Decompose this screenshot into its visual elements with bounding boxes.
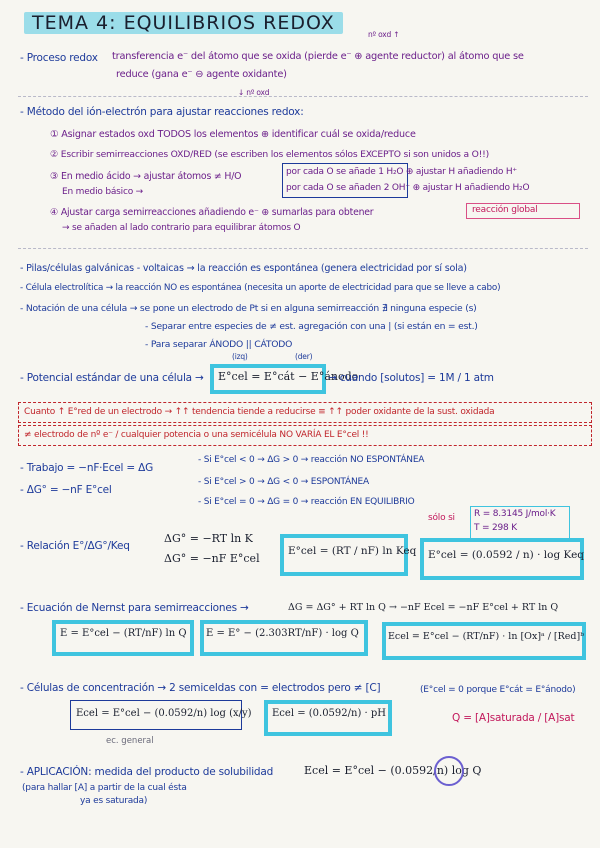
aplicacion-sub-2: ya es saturada) <box>80 796 148 806</box>
metodo-step-3-basico: En medio básico → <box>62 187 144 197</box>
nox-up-note: nº oxd ↑ <box>368 30 400 39</box>
relacion-formula-1: E°cel = (RT / nF) ln Keq <box>288 545 417 557</box>
trabajo-line: - Trabajo = −nF·Ecel = ΔG <box>20 462 154 474</box>
concentracion-formula-2: Ecel = (0.0592/n) · pH <box>272 708 387 719</box>
metodo-step-4: ④ Ajustar carga semirreacciones añadiendo e⁻ ⊕ sumarlas para obtener <box>50 207 374 218</box>
solo-si-note: sólo si <box>428 513 455 523</box>
relacion-line-2: ΔG° = −nF E°cel <box>164 552 260 565</box>
pilas-line-1: - Pilas/células galvánicas - voltaicas → la reacción es espontánea (genera electricidad por sí sola) <box>20 263 467 274</box>
metodo-step-4-note: → se añaden al lado contrario para equilibrar átomos O <box>62 223 301 233</box>
proceso-label: - Proceso redox <box>20 52 98 64</box>
metodo-step-1: ① Asignar estados oxd TODOS los elementos ⊕ identificar cuál se oxida/reduce <box>50 129 416 140</box>
metodo-label: - Método del ión-electrón para ajustar reacciones redox: <box>20 106 304 118</box>
r-constant: R = 8.3145 J/mol·K <box>474 509 556 519</box>
aplicacion-sub-1: (para hallar [A] a partir de la cual ésta <box>22 783 187 793</box>
proceso-line-1: transferencia e⁻ del átomo que se oxida (pierde e⁻ ⊕ agente reductor) al átomo que se <box>112 51 524 62</box>
page-title: TEMA 4: EQUILIBRIOS REDOX <box>24 12 343 34</box>
nernst-derivation: ΔG = ΔG° + RT ln Q → −nF Ecel = −nF E°cel + RT ln Q <box>288 602 559 613</box>
proceso-line-2: reduce (gana e⁻ ⊖ agente oxidante) <box>116 69 287 80</box>
q-circle <box>434 756 464 786</box>
criterio-1: - Si E°cel < 0 → ΔG > 0 → reacción NO ESPONTÁNEA <box>198 455 425 465</box>
pilas-line-2: - Célula electrolítica → la reacción NO es espontánea (necesita un aporte de electricidad para que se lleve a cabo) <box>20 283 501 293</box>
potencial-label: - Potencial estándar de una célula → <box>20 372 204 384</box>
nernst-formula-1: E = E°cel − (RT/nF) ln Q <box>60 628 187 639</box>
warning-1: Cuanto ↑ E°red de un electrodo → ↑↑ tendencia tiende a reducirse ≡ ↑↑ poder oxidante de la sust. oxidada <box>24 407 495 417</box>
catodo-note: (der) <box>295 352 313 361</box>
concentracion-label: - Células de concentración → 2 semiceldas con = electrodos pero ≠ [C] <box>20 682 381 694</box>
relacion-line-1: ΔG° = −RT ln K <box>164 532 253 545</box>
criterio-2: - Si E°cel > 0 → ΔG < 0 → ESPONTÁNEA <box>198 477 369 487</box>
aplicacion-label: - APLICACIÓN: medida del producto de solubilidad <box>20 766 274 778</box>
ec-general-note: ec. general <box>106 736 154 746</box>
potencial-formula: E°cel = E°cát − E°ánodo <box>218 370 359 383</box>
t-constant: T = 298 K <box>474 523 517 533</box>
relacion-label: - Relación E°/ΔG°/Keq <box>20 540 130 552</box>
pilas-line-5: - Para separar ÁNODO || CÁTODO <box>145 339 293 350</box>
concentracion-formula-1: Ecel = E°cel − (0.0592/n) log (x/y) <box>76 708 252 719</box>
pilas-line-3: - Notación de una célula → se pone un electrodo de Pt si en alguna semirreacción ∄ ninguna especie (s) <box>20 303 477 314</box>
nernst-formula-2: E = E° − (2.303RT/nF) · log Q <box>206 628 359 639</box>
metodo-step-3: ③ En medio ácido → ajustar átomos ≠ H/O <box>50 171 242 182</box>
warning-2: ≠ electrodo de nº e⁻ / cualquier potencia o una semicélula NO VARÍA EL E°cel !! <box>24 430 369 440</box>
potencial-cuando: → cuando [solutos] = 1M / 1 atm <box>328 372 494 384</box>
relacion-formula-2: E°cel = (0.0592 / n) · log Keq <box>428 549 584 561</box>
separator <box>18 248 588 249</box>
metodo-step-3-acido: por cada O se añade 1 H₂O ⊕ ajustar H añadiendo H⁺ <box>286 167 517 177</box>
dg0-line: - ΔG° = −nF E°cel <box>20 484 112 496</box>
separator <box>18 96 588 97</box>
nox-down-note: ↓ nº oxd <box>238 88 270 97</box>
pilas-line-4: - Separar entre especies de ≠ est. agregación con una | (si están en = est.) <box>145 321 478 332</box>
metodo-step-2: ② Escribir semirreacciones OXD/RED (se escriben los elementos sólos EXCEPTO si son unidos a O!!) <box>50 149 490 160</box>
nernst-formula-3: Ecel = E°cel − (RT/nF) · ln [Ox]ᵃ / [Red]ᵇ <box>388 631 584 642</box>
metodo-step-3-basico-rule: por cada O se añaden 2 OH⁻ ⊕ ajustar H añadiendo H₂O <box>286 183 530 193</box>
anodo-note: (izq) <box>232 352 248 361</box>
aplicacion-formula: Ecel = E°cel − (0.0592/n) log Q <box>304 764 482 777</box>
reaccion-global-label: reacción global <box>472 205 538 215</box>
nernst-label: - Ecuación de Nernst para semirreacciones → <box>20 602 249 614</box>
concentracion-note: (E°cel = 0 porque E°cát = E°ánodo) <box>420 685 576 695</box>
q-definition: Q = [A]saturada / [A]sat <box>452 712 575 724</box>
criterio-3: - Si E°cel = 0 → ΔG = 0 → reacción EN EQUILIBRIO <box>198 497 415 507</box>
